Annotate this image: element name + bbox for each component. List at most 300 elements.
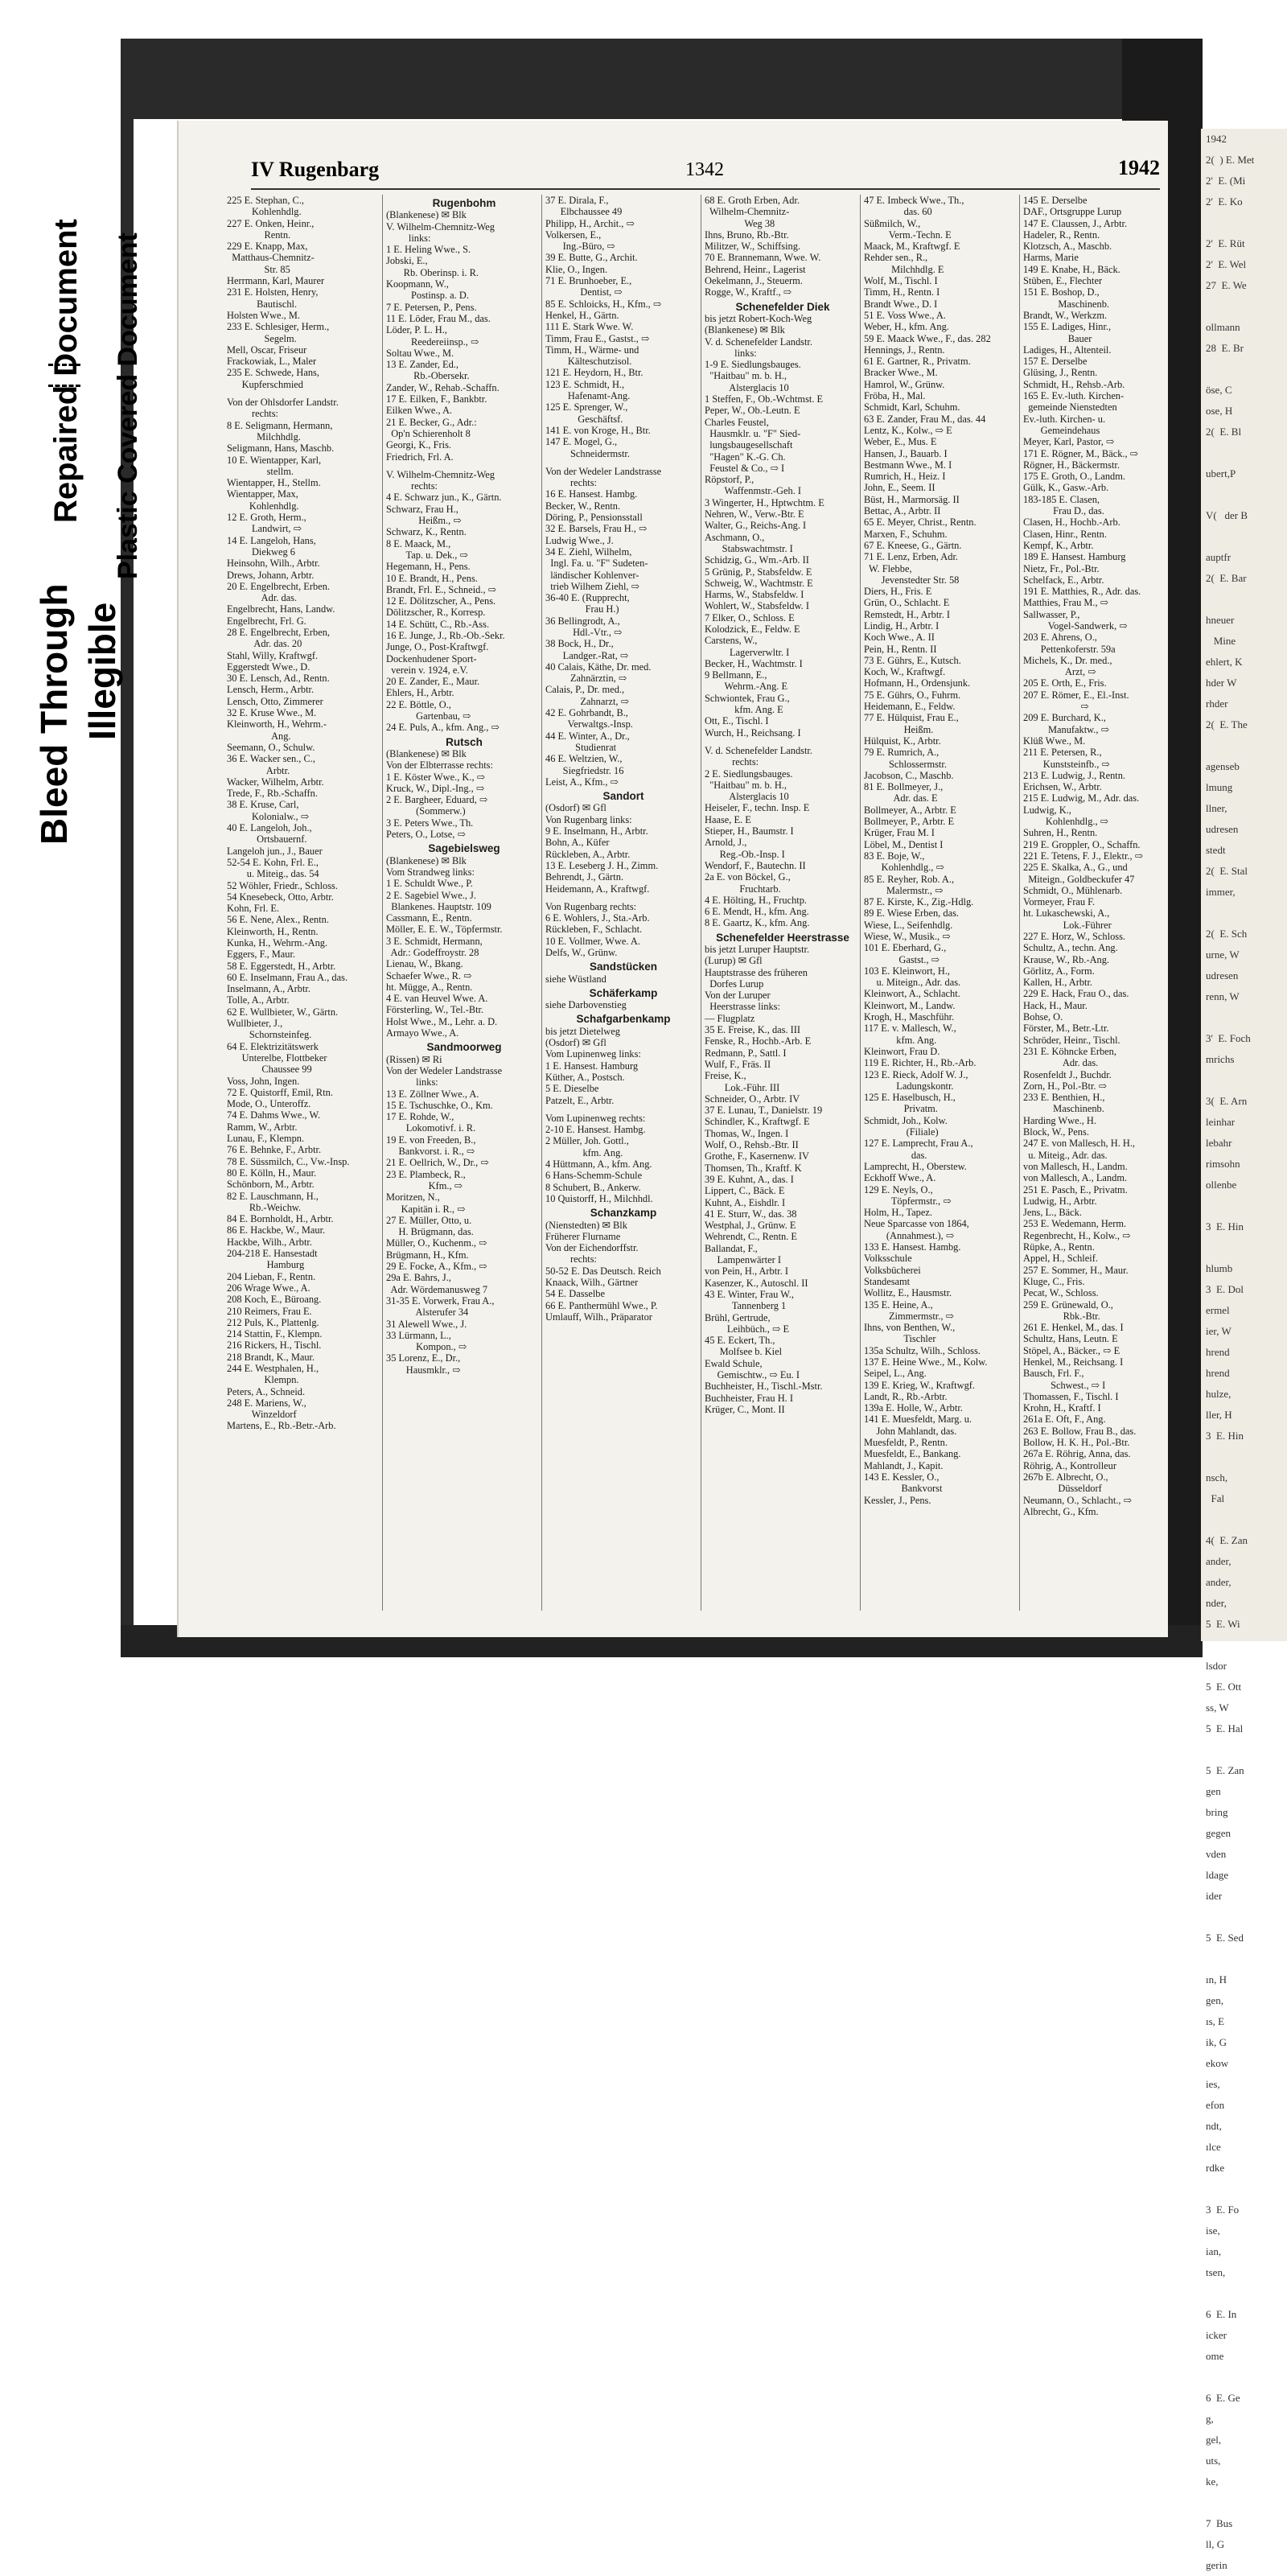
- entry-line: Von der Ohlsdorfer Landstr.: [227, 397, 339, 409]
- fragment-line: ander,: [1206, 1555, 1231, 1567]
- fragment-line: [1206, 359, 1287, 380]
- entry-line: Str. 85: [227, 263, 290, 275]
- entry-line: 10 E. Wientapper, Karl,: [227, 454, 322, 466]
- fragment-line: urne, W: [1206, 949, 1240, 961]
- entry-line: Bollow, H. K. H., Pol.-Btr.: [1023, 1437, 1130, 1449]
- entry-line: Militzer, W., Schiffsing.: [705, 241, 801, 253]
- entry-line: H. Brügmann, das.: [386, 1226, 474, 1238]
- entry-line: 71 E. Lenz, Erben, Adr.: [864, 551, 958, 563]
- top-margin: [0, 0, 1287, 39]
- entry-line: Hadeler, R., Rentn.: [1023, 228, 1100, 241]
- entry-line: Schmidt, O., Mühlenarb.: [1023, 884, 1123, 896]
- entry-line: Landger.-Rat, ⇨: [545, 649, 629, 661]
- fragment-line: g,: [1206, 2413, 1214, 2425]
- entry-line: 72 E. Quistorff, Emil, Rtn.: [227, 1086, 333, 1098]
- entry-line: Block, W., Pens.: [1023, 1126, 1089, 1138]
- entry-line: Blankenes. Hauptstr. 109: [386, 900, 491, 912]
- entry-line: Kluge, C., Fris.: [1023, 1275, 1085, 1287]
- entry-line: 4 Hüttmann, A., kfm. Ang.: [545, 1158, 652, 1171]
- fragment-line: [1206, 1446, 1287, 1467]
- entry-line: Tischler: [864, 1333, 936, 1345]
- entry-line: Rehder sen., R.,: [864, 252, 928, 264]
- entry-line: 103 E. Kleinwort, H.,: [864, 965, 951, 977]
- entry-line: Winzeldorf: [227, 1409, 297, 1421]
- entry-line: 16 E. Junge, J., Rb.-Ob.-Sekr.: [386, 629, 505, 641]
- fragment-line: [1206, 484, 1287, 505]
- entry-line: Eggers, F., Maur.: [227, 949, 296, 961]
- entry-line: Kfm., ⇨: [386, 1179, 463, 1191]
- fragment-line: ose, H: [1206, 405, 1233, 417]
- entry-line: Bollmeyer, P., Arbtr. E: [864, 816, 955, 828]
- fragment-line: [1206, 589, 1287, 610]
- entry-line: Holsten Wwe., M.: [227, 309, 300, 321]
- entry-line: 218 Brandt, K., Maur.: [227, 1351, 315, 1363]
- entry-line: Dölitzscher, R., Korresp.: [386, 607, 486, 619]
- entry-line: Ingl. Fa. u. "F" Sudeten-: [545, 558, 648, 570]
- entry-line: Kohn, Frl. E.: [227, 903, 280, 915]
- entry-line: Volkersen, E.,: [545, 228, 602, 241]
- entry-line: Jens, L., Bäck.: [1023, 1207, 1082, 1219]
- street-heading: Schenefelder Diek: [735, 300, 830, 313]
- entry-line: 231 E. Holsten, Henry,: [227, 286, 319, 298]
- entry-line: Schneidermstr.: [545, 447, 630, 459]
- header-year: 1942: [1118, 156, 1160, 179]
- fragment-line: öse, C: [1206, 384, 1232, 396]
- fragment-line: ller, H: [1206, 1409, 1232, 1421]
- fragment-line: Mine: [1206, 635, 1236, 647]
- entry-line: Von Rugenbarg links:: [545, 813, 632, 825]
- entry-line: Lippert, C., Bäck. E: [705, 1185, 785, 1197]
- entry-line: Lok.-Führer: [1023, 919, 1112, 931]
- fragment-line: 5 E. Ott: [1206, 1681, 1242, 1693]
- column-1: [227, 195, 383, 1611]
- entry-line: 13 E. Zander, Ed.,: [386, 359, 458, 371]
- fragment-line: ise,: [1206, 2224, 1220, 2237]
- fragment-line: ermel: [1206, 1304, 1230, 1316]
- entry-line: 43 E. Winter, Frau W.,: [705, 1288, 794, 1300]
- entry-line: Koopmann, W.,: [386, 278, 449, 290]
- entry-line: 235 E. Schwede, Hans,: [227, 367, 319, 379]
- entry-line: Fruchtarb.: [705, 883, 781, 895]
- fragment-line: 5 E. Zan: [1206, 1764, 1244, 1776]
- fragment-line: ss, W: [1206, 1702, 1229, 1714]
- entry-line: 83 E. Boje, W.,: [864, 850, 925, 862]
- entry-line: Wiese, L., Seifenhdlg.: [864, 919, 953, 931]
- fragment-line: [1206, 1195, 1287, 1216]
- entry-line: 7 E. Petersen, P., Pens.: [386, 301, 477, 313]
- entry-line: 65 E. Meyer, Christ., Rentn.: [864, 516, 977, 529]
- entry-line: 35 E. Freise, K., das. III: [705, 1024, 801, 1036]
- spacer: [545, 459, 701, 466]
- fragment-line: hneuer: [1206, 614, 1235, 626]
- entry-line: Brügmann, H., Kfm.: [386, 1249, 469, 1261]
- street-heading: Schanzkamp: [590, 1207, 657, 1220]
- entry-line: Heißm., ⇨: [386, 515, 462, 527]
- entry-line: Kohlenhdlg.: [227, 206, 302, 218]
- entry-line: Carstens, W.,: [705, 635, 758, 647]
- header-page-number: 1342: [685, 159, 724, 180]
- entry-line: — Flugplatz: [705, 1012, 755, 1024]
- entry-line: Kohlenhdlg.: [227, 500, 299, 512]
- entry-line: Schwarz, Frau H.,: [386, 503, 458, 515]
- entry-line: 4 E. van Heuvel Wwe. A.: [386, 993, 488, 1005]
- entry-line: Arzt, ⇨: [1023, 666, 1096, 678]
- entry-line: Bausch, Frl. F.,: [1023, 1368, 1084, 1380]
- entry-line: Miteign., Goldbeckufer 47: [1023, 873, 1135, 885]
- entry-line: 1 E. Heling Wwe., S.: [386, 244, 471, 256]
- entry-line: Mahlandt, J., Kapit.: [864, 1459, 944, 1471]
- fragment-line: 2( E. Bar: [1206, 572, 1247, 584]
- entry-line: Wehrendt, C., Rentn. E: [705, 1231, 797, 1243]
- entry-line: 259 E. Grünewald, O.,: [1023, 1298, 1113, 1311]
- entry-line: Möller, E. E. W., Töpfermstr.: [386, 924, 503, 936]
- entry-line: 50-52 E. Das Deutsch. Reich: [545, 1265, 661, 1277]
- fragment-line: ın, H: [1206, 1973, 1227, 1985]
- fragment-line: hulze,: [1206, 1388, 1231, 1400]
- fragment-line: vden: [1206, 1848, 1227, 1860]
- entry-line: Adr. das. 20: [227, 638, 302, 650]
- entry-line: verein v. 1924, e.V.: [386, 664, 468, 676]
- entry-line: Zahnärztin, ⇨: [545, 673, 627, 685]
- entry-line: Stöpel, A., Bäcker., ⇨ E: [1023, 1344, 1120, 1356]
- entry-line: 29a E. Bahrs, J.,: [386, 1272, 451, 1284]
- entry-line: Ev.-luth. Kirchen- u.: [1023, 413, 1106, 425]
- column-2: [386, 195, 542, 1611]
- entry-line: Neumann, O., Schlacht., ⇨: [1023, 1494, 1132, 1506]
- entry-line: Wohlert, W., Stabsfeldw. I: [705, 600, 810, 612]
- spacer: [705, 739, 861, 745]
- street-heading: Sandort: [602, 790, 644, 803]
- entry-line: 35 Lorenz, E., Dr.,: [386, 1352, 461, 1364]
- entry-line: 137 E. Heine Wwe., M., Kolw.: [864, 1356, 988, 1368]
- entry-line: 36 Bellingrodt, A.,: [545, 615, 620, 627]
- entry-line: Lamprecht, H., Oberstew.: [864, 1160, 967, 1172]
- entry-line: 45 E. Eckert, Th.,: [705, 1335, 775, 1347]
- entry-line: 58 E. Eggerstedt, H., Arbtr.: [227, 960, 336, 972]
- street-heading: Rutsch: [446, 735, 483, 748]
- entry-line: Rumrich, H., Heiz. I: [864, 471, 946, 483]
- entry-line: Lagerverwltr. I: [705, 646, 790, 658]
- fragment-line: nsch,: [1206, 1471, 1228, 1483]
- entry-line: Gülk, K., Gasw.-Arb.: [1023, 482, 1109, 494]
- fragment-line: nder,: [1206, 1597, 1227, 1609]
- fragment-line: efon: [1206, 2099, 1225, 2111]
- entry-line: 205 E. Orth, E., Fris.: [1023, 677, 1107, 689]
- street-heading: Sandmoorweg: [426, 1041, 502, 1054]
- entry-line: von Pein, H., Arbtr. I: [705, 1265, 788, 1278]
- entry-line: 37 E. Dirala, F.,: [545, 195, 609, 206]
- entry-line: Rosenfeldt J., Buchdr.: [1023, 1068, 1112, 1080]
- fragment-line: udresen: [1206, 823, 1239, 835]
- entry-line: 125 E. Sprenger, W.,: [545, 401, 628, 414]
- fragment-line: 3' E. Foch: [1206, 1032, 1251, 1044]
- entry-line: Lokomotivf. i. R.: [386, 1122, 476, 1134]
- entry-line: Studienrat: [545, 741, 617, 753]
- column-3: [545, 195, 701, 1611]
- entry-line: 244 E. Westphalen, H.,: [227, 1362, 319, 1374]
- column-6: [1023, 195, 1176, 1611]
- entry-line: Hamrol, W., Grünw.: [864, 378, 945, 390]
- entry-line: Röpstorf, P.,: [705, 474, 755, 486]
- entry-line: 123 E. Schmidt, H.,: [545, 378, 625, 390]
- entry-line: Engelbrecht, Hans, Landw.: [227, 603, 335, 615]
- entry-line: Junge, O., Post-Kraftwgf.: [386, 641, 489, 653]
- entry-line: Sallwasser, P.,: [1023, 608, 1080, 620]
- entry-line: Hackbe, Wilh., Arbtr.: [227, 1236, 312, 1248]
- entry-line: 203 E. Ahrens, O.,: [1023, 632, 1097, 644]
- street-heading: Schafgarbenkamp: [576, 1013, 671, 1026]
- entry-line: 10 Quistorff, H., Milchhdl.: [545, 1192, 653, 1204]
- entry-line: 21 E. Oellrich, W., Dr., ⇨: [386, 1157, 489, 1169]
- fragment-line: 2( E. Stal: [1206, 865, 1248, 877]
- entry-line: von Mallesch, H., Landm.: [1023, 1160, 1128, 1172]
- entry-line: 38 Bock, H., Dr.,: [545, 638, 614, 650]
- fragment-line: 28 E. Br: [1206, 342, 1244, 354]
- entry-line: rechts:: [545, 1253, 598, 1265]
- entry-line: 229 E. Knapp, Max,: [227, 241, 308, 253]
- fragment-line: lsdor: [1206, 1660, 1227, 1672]
- entry-line: Arbtr.: [227, 764, 290, 776]
- fragment-line: llner,: [1206, 802, 1227, 814]
- entry-line: Schröder, Heinr., Tischl.: [1023, 1034, 1120, 1046]
- entry-line: Adr. Wördemanusweg 7: [386, 1283, 488, 1295]
- entry-line: Thomsen, Th., Kraftf. K: [705, 1162, 802, 1174]
- entry-line: Grothe, F., Kasernenw. IV: [705, 1150, 809, 1162]
- entry-line: siehe Darbovenstieg: [545, 999, 627, 1011]
- entry-line: 219 E. Groppler, O., Schaffn.: [1023, 838, 1141, 850]
- entry-line: Hdl.-Vtr., ⇨: [545, 626, 623, 638]
- entry-line: Rb. Oberinsp. i. R.: [386, 266, 479, 278]
- entry-line: Gartenbau, ⇨: [386, 710, 471, 722]
- entry-line: Hülquist, K., Arbtr.: [864, 735, 941, 747]
- entry-line: Wehrm.-Ang. E: [705, 681, 788, 693]
- fragment-text: [1201, 129, 1287, 2576]
- entry-line: 175 E. Groth, O., Landm.: [1023, 471, 1125, 483]
- entry-line: 16 E. Hansest. Hambg.: [545, 488, 638, 500]
- entry-line: 4 E. Schwarz jun., K., Gärtn.: [386, 492, 502, 504]
- entry-line: Krüger, Frau M. I: [864, 827, 935, 839]
- entry-line: 147 E. Mogel, G.,: [545, 436, 618, 448]
- fragment-line: ollenbe: [1206, 1179, 1237, 1191]
- entry-line: 8 E. Seligmann, Hermann,: [227, 419, 333, 431]
- entry-line: von Mallesch, A., Landm.: [1023, 1172, 1128, 1184]
- entry-line: Harms, Marie: [1023, 252, 1079, 264]
- entry-line: 8 E. Gaartz, K., kfm. Ang.: [705, 917, 810, 929]
- fragment-line: lebahr: [1206, 1137, 1232, 1149]
- entry-line: 139a E. Holle, W., Arbtr.: [864, 1402, 963, 1414]
- entry-line: 157 E. Derselbe: [1023, 356, 1088, 368]
- entry-line: 60 E. Inselmann, Frau A., das.: [227, 971, 348, 983]
- entry-line: (Osdorf) ✉ Gfl: [545, 1037, 606, 1049]
- entry-line: Adr. das.: [227, 592, 298, 604]
- entry-line: 227 E. Horz, W., Schloss.: [1023, 931, 1126, 942]
- entry-line: Nietz, Fr., Pol.-Btr.: [1023, 562, 1100, 574]
- fragment-line: 2( E. The: [1206, 718, 1248, 730]
- entry-line: (Blankenese) ✉ Blk: [386, 209, 467, 221]
- entry-line: 51 E. Voss Wwe., A.: [864, 309, 946, 321]
- entry-line: Schaefer Wwe., R. ⇨: [386, 969, 472, 981]
- entry-line: Moritzen, N.,: [386, 1191, 440, 1204]
- entry-line: 40 Calais, Käthe, Dr. med.: [545, 660, 652, 673]
- entry-line: 231 E. Köhncke Erben,: [1023, 1045, 1116, 1057]
- entry-line: Ehlers, H., Arbtr.: [386, 687, 454, 699]
- entry-line: Verm.-Techn. E: [864, 228, 952, 241]
- entry-line: 2a E. von Böckel, G.,: [705, 871, 791, 883]
- directory-page: [177, 121, 1168, 1637]
- fragment-line: [1206, 2492, 1287, 2513]
- entry-line: 229 E. Hack, Frau O., das.: [1023, 988, 1129, 1000]
- entry-line: 44 E. Winter, A., Dr.,: [545, 730, 630, 742]
- entry-line: 67 E. Kneese, G., Gärtn.: [864, 539, 962, 551]
- entry-line: Waffenmstr.-Geh. I: [705, 485, 802, 497]
- fragment-line: ldage: [1206, 1869, 1229, 1881]
- fragment-line: V( der B: [1206, 509, 1248, 521]
- fragment-line: ider: [1206, 1890, 1223, 1902]
- fragment-line: 5 E. Hal: [1206, 1722, 1244, 1734]
- fragment-line: ier, W: [1206, 1325, 1231, 1337]
- entry-line: 34 E. Ziehl, Wilhelm,: [545, 545, 632, 558]
- entry-line: Bohse, O.: [1023, 1011, 1063, 1023]
- entry-line: Brandt, W., Werkzm.: [1023, 309, 1108, 321]
- entry-line: Peters, O., Lotse, ⇨: [386, 829, 466, 841]
- entry-line: John, E., Seem. II: [864, 482, 935, 494]
- entry-line: Rb.-Obersekr.: [386, 370, 470, 382]
- entry-line: 221 E. Tetens, F. J., Elektr., ⇨: [1023, 850, 1144, 862]
- entry-line: Vom Lupinenweg rechts:: [545, 1112, 646, 1124]
- entry-line: rechts:: [227, 408, 279, 420]
- entry-line: 36 E. Wacker sen., C.,: [227, 753, 315, 765]
- entry-line: Volksschule: [864, 1253, 912, 1265]
- entry-line: Frau H.): [545, 603, 619, 615]
- entry-line: 1 E. Köster Wwe., K., ⇨: [386, 771, 486, 783]
- entry-line: 66 E. Panthermühl Wwe., P.: [545, 1299, 658, 1311]
- entry-line: Rückleben, A., Arbtr.: [545, 848, 631, 860]
- fragment-line: 2( E. Sch: [1206, 928, 1248, 940]
- entry-line: Dentist, ⇨: [545, 286, 623, 298]
- entry-line: 171 E. Rögner, M., Bäck., ⇨: [1023, 447, 1139, 459]
- entry-line: Leist, A., Kfm., ⇨: [545, 776, 619, 788]
- entry-line: Philipp, H., Archit., ⇨: [545, 217, 635, 229]
- fragment-line: hlumb: [1206, 1262, 1233, 1274]
- entry-line: 20 E. Engelbrecht, Erben.: [227, 580, 330, 592]
- fragment-line: 5 E. Wi: [1206, 1618, 1240, 1630]
- entry-line: 247 E. von Mallesch, H. H.,: [1023, 1138, 1136, 1150]
- entry-line: das.: [864, 1149, 927, 1161]
- entry-line: 8 E. Maack, M.,: [386, 537, 451, 549]
- entry-line: Leihbüch., ⇨ E: [705, 1323, 790, 1335]
- entry-line: links:: [386, 1076, 438, 1088]
- entry-line: Schornsteinfeg.: [227, 1029, 312, 1041]
- entry-line: Wolf, M., Tischl. I: [864, 275, 938, 287]
- entry-line: 225 E. Stephan, C.,: [227, 195, 305, 206]
- entry-line: Hennings, J., Rentn.: [864, 344, 945, 356]
- entry-line: 37 E. Lunau, T., Danielstr. 19: [705, 1105, 823, 1117]
- entry-line: (Osdorf) ✉ Gfl: [545, 802, 606, 814]
- entry-line: Ott, E., Tischl. I: [705, 715, 769, 727]
- entry-line: Krause, W., Rb.-Ang.: [1023, 953, 1110, 965]
- entry-line: 39 E. Butte, G., Archit.: [545, 252, 638, 264]
- entry-line: 13 E. Leseberg J. H., Zimm.: [545, 859, 659, 871]
- entry-line: 216 Rickers, H., Tischl.: [227, 1339, 322, 1352]
- entry-line: Vogel-Sandwerk, ⇨: [1023, 619, 1128, 632]
- fragment-line: immer,: [1206, 886, 1236, 898]
- entry-line: 61 E. Gartner, R., Privatm.: [864, 356, 971, 368]
- entry-line: Thomassen, F., Tischl. I: [1023, 1390, 1119, 1402]
- entry-line: "Haitbau" m. b. H.,: [705, 779, 787, 791]
- entry-line: Klüß Wwe., M.: [1023, 735, 1086, 747]
- entry-line: Kälteschutzisol.: [545, 356, 632, 368]
- fragment-line: [1206, 1509, 1287, 1530]
- entry-line: Segelm.: [227, 332, 297, 344]
- entry-line: Ladungskontr.: [864, 1080, 954, 1092]
- entry-line: Von der Luruper: [705, 990, 771, 1002]
- entry-line: 121 E. Heydorn, H., Btr.: [545, 367, 644, 379]
- entry-line: kfm. Ang.: [545, 1146, 623, 1158]
- entry-line: Kasenzer, K., Autoschl. II: [705, 1277, 808, 1289]
- entry-line: 14 E. Langeloh, Hans,: [227, 534, 316, 546]
- fragment-line: udresen: [1206, 969, 1239, 981]
- entry-line: 85 E. Schloicks, H., Kfm., ⇨: [545, 298, 662, 310]
- entry-line: 81 E. Bollmeyer, J.,: [864, 781, 944, 793]
- entry-line: Ewald Schule,: [705, 1357, 763, 1369]
- entry-line: Wacker, Wilhelm, Arbtr.: [227, 776, 324, 788]
- adjacent-page-fragment: [1201, 129, 1287, 2571]
- entry-line: Calais, P., Dr. med.,: [545, 684, 625, 696]
- entry-line: Chaussee 99: [227, 1064, 312, 1076]
- entry-line: Matthies, Frau M., ⇨: [1023, 597, 1109, 609]
- entry-line: 129 E. Neyls, O.,: [864, 1183, 933, 1195]
- entry-line: V. d. Schenefelder Landstr.: [705, 335, 812, 348]
- entry-line: "Hagen" K.-G. Ch.: [705, 451, 786, 463]
- entry-line: Pein, H., Rentn. II: [864, 643, 937, 655]
- entry-line: Postinsp. a. D.: [386, 290, 469, 302]
- fragment-line: 6 E. Ge: [1206, 2392, 1240, 2404]
- entry-line: u. Miteig., das. 54: [227, 868, 319, 880]
- entry-line: stellm.: [227, 465, 294, 477]
- entry-line: 31-35 E. Vorwerk, Frau A.,: [386, 1294, 495, 1307]
- entry-line: Reg.-Ob.-Insp. I: [705, 848, 785, 860]
- entry-line: Rüpke, A., Rentn.: [1023, 1241, 1095, 1253]
- entry-line: 225 E. Skalka, A., G., und: [1023, 862, 1128, 874]
- entry-line: Klempn.: [227, 1374, 299, 1386]
- entry-line: Hofmann, H., Ordensjunk.: [864, 677, 971, 689]
- entry-line: Behrend, Heinr., Lagerist: [705, 263, 806, 275]
- fragment-line: 3 E. Hin: [1206, 1220, 1244, 1232]
- entry-line: 22 E. Böttle, O.,: [386, 698, 451, 710]
- entry-line: Zimmermstr., ⇨: [864, 1310, 954, 1322]
- fragment-line: [1206, 2283, 1287, 2304]
- entry-line: Bettac, A., Arbtr. II: [864, 505, 941, 517]
- entry-line: 208 Koch, E., Büroang.: [227, 1294, 322, 1306]
- fragment-line: rimsohn: [1206, 1158, 1240, 1170]
- annotation-labels: [0, 241, 177, 1368]
- entry-line: Tap. u. Dek., ⇨: [386, 549, 468, 561]
- entry-line: Stieper, H., Baumstr. I: [705, 825, 794, 837]
- entry-line: V. Wilhelm-Chemnitz-Weg: [386, 468, 495, 480]
- entry-line: (Lurup) ✉ Gfl: [705, 955, 763, 967]
- entry-line: rechts:: [545, 477, 598, 489]
- entry-line: Bestmann Wwe., M. I: [864, 459, 952, 471]
- header-rule: [251, 188, 1160, 190]
- entry-line: 24 E. Puls, A., kfm. Ang., ⇨: [386, 722, 500, 734]
- entry-line: (Sommerw.): [386, 805, 466, 817]
- entry-line: Gemischtw., ⇨ Eu. I: [705, 1368, 800, 1381]
- entry-line: 87 E. Kirste, K., Zig.-Hdlg.: [864, 896, 974, 908]
- entry-line: Ihns, von Benthen, W.,: [864, 1322, 956, 1334]
- entry-line: Ing.-Büro, ⇨: [545, 241, 615, 253]
- entry-line: Rögner, H., Bäckermstr.: [1023, 459, 1120, 471]
- entry-line: Heerstrasse links:: [705, 1001, 780, 1013]
